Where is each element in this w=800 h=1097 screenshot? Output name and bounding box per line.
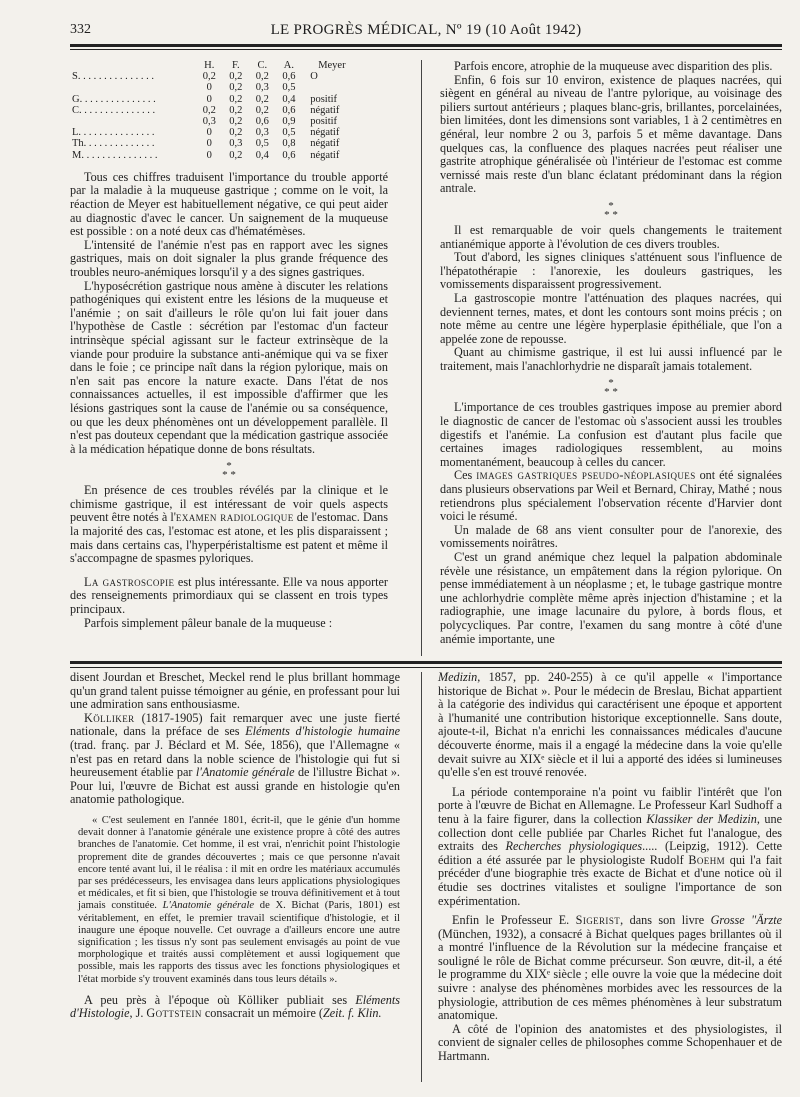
table-cell: négatif (310, 149, 340, 161)
table-cell: 0,3 (229, 138, 243, 150)
left-column-top (70, 60, 388, 630)
page-header (70, 22, 782, 46)
text-run: ont été signalées dans plusieurs observations par Weil et Bernard, Chiray, Mathé ; nous retiendrons plus spécialement l'observation récente d'Harvier dont voici le résumé. (440, 468, 783, 524)
table-cell: 0,2 (255, 71, 269, 83)
paragraph: C'est un grand anémique chez lequel la palpation abdominale révèle une résistance, un empâtement dans la région pylorique. On pense immédiatement à un néoplasme ; et, le tubage gastrique montre une achlorhydrie complète même après injection d'histamine ; et la radiographie, une image lacunaire du pylore, à bords flous, et polycycliques. Par contre, l'examen du sang montre à côté d'une anémie importante, une (440, 550, 782, 646)
table-header-cell: A. (283, 60, 295, 71)
table-cell: 0,2 (202, 104, 216, 116)
asterism (70, 462, 388, 480)
hemoglobin-table-wrap (70, 60, 388, 161)
table-cell: 0,2 (202, 71, 216, 83)
paragraph: La gastroscopie montre l'atténuation des plaques nacrées, qui deviennent ternes, mates, et dont les contours sont moins précis ; on note même au centre une légère hyperplasie épithéliale, que l'on a appelée zone de repousse. (440, 290, 782, 346)
table-cell: négatif (310, 138, 340, 150)
table-row (72, 150, 390, 161)
paragraph (438, 671, 782, 780)
text-run: En présence de ces troubles révélés par la clinique et le chimisme gastrique, il est intéressant de voir quels aspects peuvent être notés à l' (70, 483, 388, 525)
table-cell: positif (310, 116, 338, 128)
table-cell: 0,3 (255, 127, 269, 139)
paragraph (70, 712, 400, 807)
table-cell: 0,6 (255, 116, 269, 128)
table-cell: 0,2 (229, 104, 243, 116)
table-cell (72, 116, 196, 127)
small-caps-name: Kölliker (84, 710, 135, 725)
paragraph (438, 914, 782, 1023)
text-run: de l'estomac. Dans la majorité des cas, l'estomac est atone, et les plis disparaissent ; mais dans certains cas, l'hyperpéristaltisme est patent et même il s'accompagne de spasmes pyloriques. (70, 510, 388, 566)
paragraph: Parfois simplement pâleur banale de la muqueuse : (84, 615, 333, 630)
text-run: (München, 1932), a consacré à Bichat quelques pages brillantes où il a montré l'influence de la Révolution sur la médecine française et souligné le rôle de Bichat comme précurseur. Son œuvre, dit-il, a été le programme du XIXᵉ siècle ; elle ouvre la voie que la médecine doit suivre : analyse des phénomènes morbides avec les ressources de la physiologie, attribution de ces mêmes phénomènes à leur substratum anatomique. (438, 926, 782, 1023)
small-caps-term: La gastroscopie (84, 574, 175, 589)
column-separator-bottom (421, 672, 422, 1082)
italic-title: Medizin (438, 670, 478, 684)
table-header-cell: Meyer (318, 60, 346, 71)
gastric-values-table (72, 60, 390, 161)
italic-title: Eléments d'Histologie (70, 992, 400, 1021)
table-cell: G. . . . . . . . . . . . . . . (72, 93, 156, 105)
table-cell (302, 82, 390, 93)
table-cell: C. . . . . . . . . . . . . . . (72, 104, 156, 116)
table-header-cell (72, 60, 196, 71)
table-cell: O (310, 71, 318, 83)
table-cell: 0 (206, 138, 212, 150)
table-header-cell: C. (257, 60, 268, 71)
table-cell: 0,5 (282, 127, 296, 139)
asterism-text: * * * (604, 199, 618, 221)
column-separator-top (421, 60, 422, 656)
italic-title: Eléments d'histologie humaine (245, 724, 400, 739)
table-row (72, 71, 390, 82)
table-cell: 0 (206, 82, 212, 94)
text-run: (trad. franç. par J. Béclard et M. Sée, 1856), que l'Allemagne « n'est pas en retard dans la noble science de l'histologie qui fut si heureusement établie par (70, 737, 400, 780)
italic-title: Klassiker der Medizin (646, 811, 757, 826)
right-column-top (440, 60, 782, 646)
paragraph: Un malade de 68 ans vient consulter pour de l'anorexie, des vomissements noirâtres. (440, 522, 782, 551)
table-header-cell: F. (232, 60, 240, 71)
paragraph: disent Jourdan et Breschet, Meckel rend le plus brillant hommage qu'un grand talent puisse témoigner au génie, en professant pour lui une admiration sans enthousiasme. (70, 670, 400, 712)
table-cell: 0,9 (282, 116, 296, 128)
paragraph (70, 576, 388, 617)
header-rule-thick (70, 44, 782, 47)
italic-title: l'Anatomie générale (195, 765, 295, 780)
table-row (72, 138, 390, 149)
paragraph: L'intensité de l'anémie n'est pas en rapport avec les signes gastriques, mais on doit signaler la plus grande fréquence des troubles neuro-anémiques lorsqu'il y a des signes gastriques. (70, 237, 388, 279)
text-run: « C'est seulement en l'année 1801, écrit-il, que le génie d'un homme devait donner à l'anatomie générale une existence propre à côté des autres branches de l'anatomie. Cet homme, il est vrai, n'enrichit point l'histologie proprement dite de grandes découvertes ; mais ce que personne n'avait encore tenté avant lui, il le réalisa : il mit en ordre les matériaux accumulés par ses prédécesseurs, les envisagea dans leurs applications physiologiques et médicales, et fit si bien, que l'histologie se trouva définitivement et à tout jamais constituée. (78, 814, 400, 912)
small-caps-term: images gastriques pseudo-néoplasiques (476, 468, 696, 483)
table-row (72, 116, 390, 127)
page-number: 332 (70, 22, 91, 37)
asterism-text: * * * (604, 377, 618, 399)
paragraph: A côté de l'opinion des anatomistes et des physiologistes, il convient de signaler celles de philosophes comme Schopenhauer et de Hartmann. (438, 1021, 782, 1064)
table-row (72, 105, 390, 116)
text-run: La période contemporaine n'a point vu faiblir l'intérêt que l'on porte à l'œuvre de Bichat en Allemagne. Le Professeur Karl Sudhoff a tenu à la faire figurer, dans la collection (438, 784, 782, 826)
text-run: , une collection dont celle publiée par Charles Richet fut l'analogue, des extraits des (438, 811, 782, 854)
text-run: , 1857, pp. 240-255) à ce qu'il appelle « l'importance historique de Bichat ». Pour le médecin de Breslau, Bichat appartient à la catégorie des individus qui caractérisent une époque et apportent à l'humanité une contribution historique exceptionnelle. Sans doute, ajoute-t-il, Bichat n'a enrichi les connaissances médicales d'aucune découverte énorme, mais il a engagé la médecine dans la voie qu'elle devait suivre au XIXᵉ siècle et il lui a apporté des idées si lumineuses qu'elle s'en est trouvé renovée. (438, 670, 782, 780)
asterism (440, 379, 782, 397)
section-divider-thin (70, 667, 782, 668)
table-cell: 0,8 (282, 138, 296, 150)
table-cell: négatif (310, 127, 340, 139)
paragraph (440, 469, 782, 523)
text-run: ..... (Leipzig, 1912). Cette édition a été assurée par le physiologiste Rudolf (438, 839, 782, 867)
table-cell: 0,2 (229, 71, 243, 83)
text-run: est plus intéressante. Elle va nous apporter des renseignements primordiaux qui se classent en trois types principaux. (70, 574, 388, 617)
text-run: qui l'a fait précéder d'une biographie très exacte de Bichat et d'une notice où il étudie ses doctrines vitalistes et souligne l'importance de son expérimentation. (438, 852, 783, 908)
paragraph: Quant au chimisme gastrique, il est lui aussi influencé par le traitement, mais l'anachlorhydrie ne disparaît jamais totalement. (440, 345, 782, 373)
text-run: de X. Bichat (Paris, 1801) est véritablement, en effet, le premier travail scientifique d'histologie, et il inaugure une époque nouvelle. Cet ouvrage a d'ailleurs encore une autre signification ; les tissus n'y sont pas seulement envisagés au point de vue morphologique et traités aussi complètement et aussi logiquement que possible, mais les rapports des tissus avec les fonctions physiologiques et l'état morbide s'y trouvent examinés dans tous leurs détails ». (78, 900, 400, 985)
italic-title: L'Anatomie générale (162, 900, 255, 912)
table-cell: positif (310, 93, 338, 105)
table-cell: 0,2 (229, 127, 243, 139)
left-column-bottom (70, 671, 400, 1021)
asterism-text: * * * (222, 460, 236, 482)
table-row (72, 127, 390, 138)
table-cell: 0,2 (229, 82, 243, 94)
table-cell: 0,2 (229, 116, 243, 128)
table-cell: 0 (206, 93, 212, 105)
text-run: Enfin le Professeur E. (452, 913, 576, 928)
small-caps-name: Boehm (688, 852, 726, 867)
text-run: A peu près à l'époque où Kölliker publiait ses (84, 992, 356, 1007)
block-quote (78, 815, 400, 986)
table-cell: 0,6 (282, 71, 296, 83)
paragraph: L'hyposécrétion gastrique nous amène à discuter les relations pathogéniques qui existent entre les lésions de la muqueuse et l'anémie ; on sait d'ailleurs le rôle qu'on lui fait jouer dans l'hypothèse de Castle : sécrétion par l'estomac d'un facteur intrinsèque spécial agissant sur le facteur extrinsèque de la viande pour produire la substance anti-anémique qui va se fixer dans le foie ; ce principe naît dans la région pylorique, mais on n'en sait pas encore la nature exacte. Dans l'état de nos connaissances actuelles, il est impossible d'affirmer que les lésions gastriques sont la cause de l'anémie ou sa conséquence, ou que les deux phénomènes ont un développement parallèle. Il n'est pas douteux cependant que la médication gastrique associée à la médication hépatique donne de bons résultats. (70, 278, 388, 456)
section-divider-thick (70, 661, 782, 664)
table-header-cell: H. (204, 60, 215, 71)
table-cell: 0,4 (282, 93, 296, 105)
table-cell: 0,6 (282, 149, 296, 161)
small-caps-name: Sigerist (575, 913, 621, 928)
table-cell: 0 (206, 127, 212, 139)
table-cell: 0,6 (282, 104, 296, 116)
table-cell: 0,2 (255, 93, 269, 105)
table-cell: 0,3 (255, 82, 269, 94)
text-run: , dans son livre (620, 913, 711, 928)
table-cell: M. . . . . . . . . . . . . . . (72, 149, 158, 161)
table-cell: 0,5 (282, 82, 296, 94)
right-column-bottom (438, 671, 782, 1064)
table-cell: 0,4 (255, 149, 269, 161)
table-row (72, 82, 390, 93)
text-run: de l'illustre Bichat ». Pour lui, l'œuvre de Bichat est aussi grande en histologie qu'en anatomie pathologique. (70, 765, 400, 807)
text-run: consacrait un mémoire ( (201, 1006, 323, 1021)
table-cell: Th. . . . . . . . . . . . . . (72, 138, 155, 150)
table-cell: 0,5 (255, 138, 269, 150)
paragraph: Parfois encore, atrophie de la muqueuse avec disparition des plis. (454, 59, 773, 73)
table-cell: 0,3 (202, 116, 216, 128)
italic-title: Recherches physiologiques (505, 839, 643, 854)
asterism (440, 199, 782, 221)
italic-title: Grosse "Ärzte (710, 913, 782, 928)
small-caps-name: Gottstein (146, 1006, 202, 1021)
table-cell: S. . . . . . . . . . . . . . . (72, 71, 154, 83)
paragraph: L'importance de ces troubles gastriques impose au premier abord le diagnostic de cancer de l'estomac où s'associent aussi les troubles digestifs et l'anémie. La confusion est d'autant plus facile que certaines images radiologiques ressemblent, au moins momentanément, beaucoup à celles du cancer. (440, 400, 782, 469)
table-header-row (72, 60, 390, 71)
text-run: (1817-1905) fait remarquer avec une juste fierté nationale, dans la préface de ses (70, 710, 400, 739)
table-cell: L. . . . . . . . . . . . . . . (72, 127, 155, 139)
table-cell: négatif (310, 104, 340, 116)
paragraph: Enfin, 6 fois sur 10 environ, existence de plaques nacrées, qui siègent en général au niveau de l'antre pylorique, au voisinage des piliers surtout antérieurs ; plaques blanc-gris, brillantes, porcelainées, bien limitées, dont les dimensions sont variables, 1 à 2 centimètres en général, leur nombre 2 ou 3, parfois 5 et même davantage. Dans quelques cas, la confluence des plaques nacrées peut réaliser une gastrite atrophique généralisée où l'intérieur de l'estomac est comme vernissé mais reste d'un blanc éclatant prédominant dans la région antrale. (440, 72, 782, 196)
text-run: , J. (129, 1006, 147, 1021)
table-cell: 0 (206, 149, 212, 161)
header-rule-thin (70, 49, 782, 50)
table-cell: 0,2 (255, 104, 269, 116)
running-title: LE PROGRÈS MÉDICAL, Nº 19 (10 Août 1942) (270, 22, 582, 38)
paragraph (70, 484, 388, 566)
small-caps-term: examen radiologique (175, 510, 294, 525)
paragraph (70, 994, 400, 1021)
italic-title: Zeit. f. Klin. (322, 1006, 382, 1021)
table-cell (72, 82, 196, 93)
paragraph: Tout d'abord, les signes cliniques s'atténuent sous l'influence de l'hépatothérapie : l'anorexie, les douleurs gastriques, les vomissements disparaissent progressivement. (440, 250, 782, 292)
table-cell: 0,2 (229, 149, 243, 161)
paragraph: Il est remarquable de voir quels changements le traitement antianémique apporte à l'évolution de ces divers troubles. (440, 222, 782, 251)
paragraph: Tous ces chiffres traduisent l'importance du trouble apporté par la maladie à la muqueuse gastrique ; comme on le voit, la réaction de Meyer est habituellement négative, ce qui peut aider au diagnostic d'avec le cancer. Un saignement de la muqueuse est possible : on a noté deux cas d'hématémèses. (70, 169, 388, 239)
text-run: Ces (454, 468, 477, 483)
table-row (72, 94, 390, 105)
spacer (70, 807, 400, 815)
paragraph (438, 786, 782, 908)
table-cell: 0,2 (229, 93, 243, 105)
